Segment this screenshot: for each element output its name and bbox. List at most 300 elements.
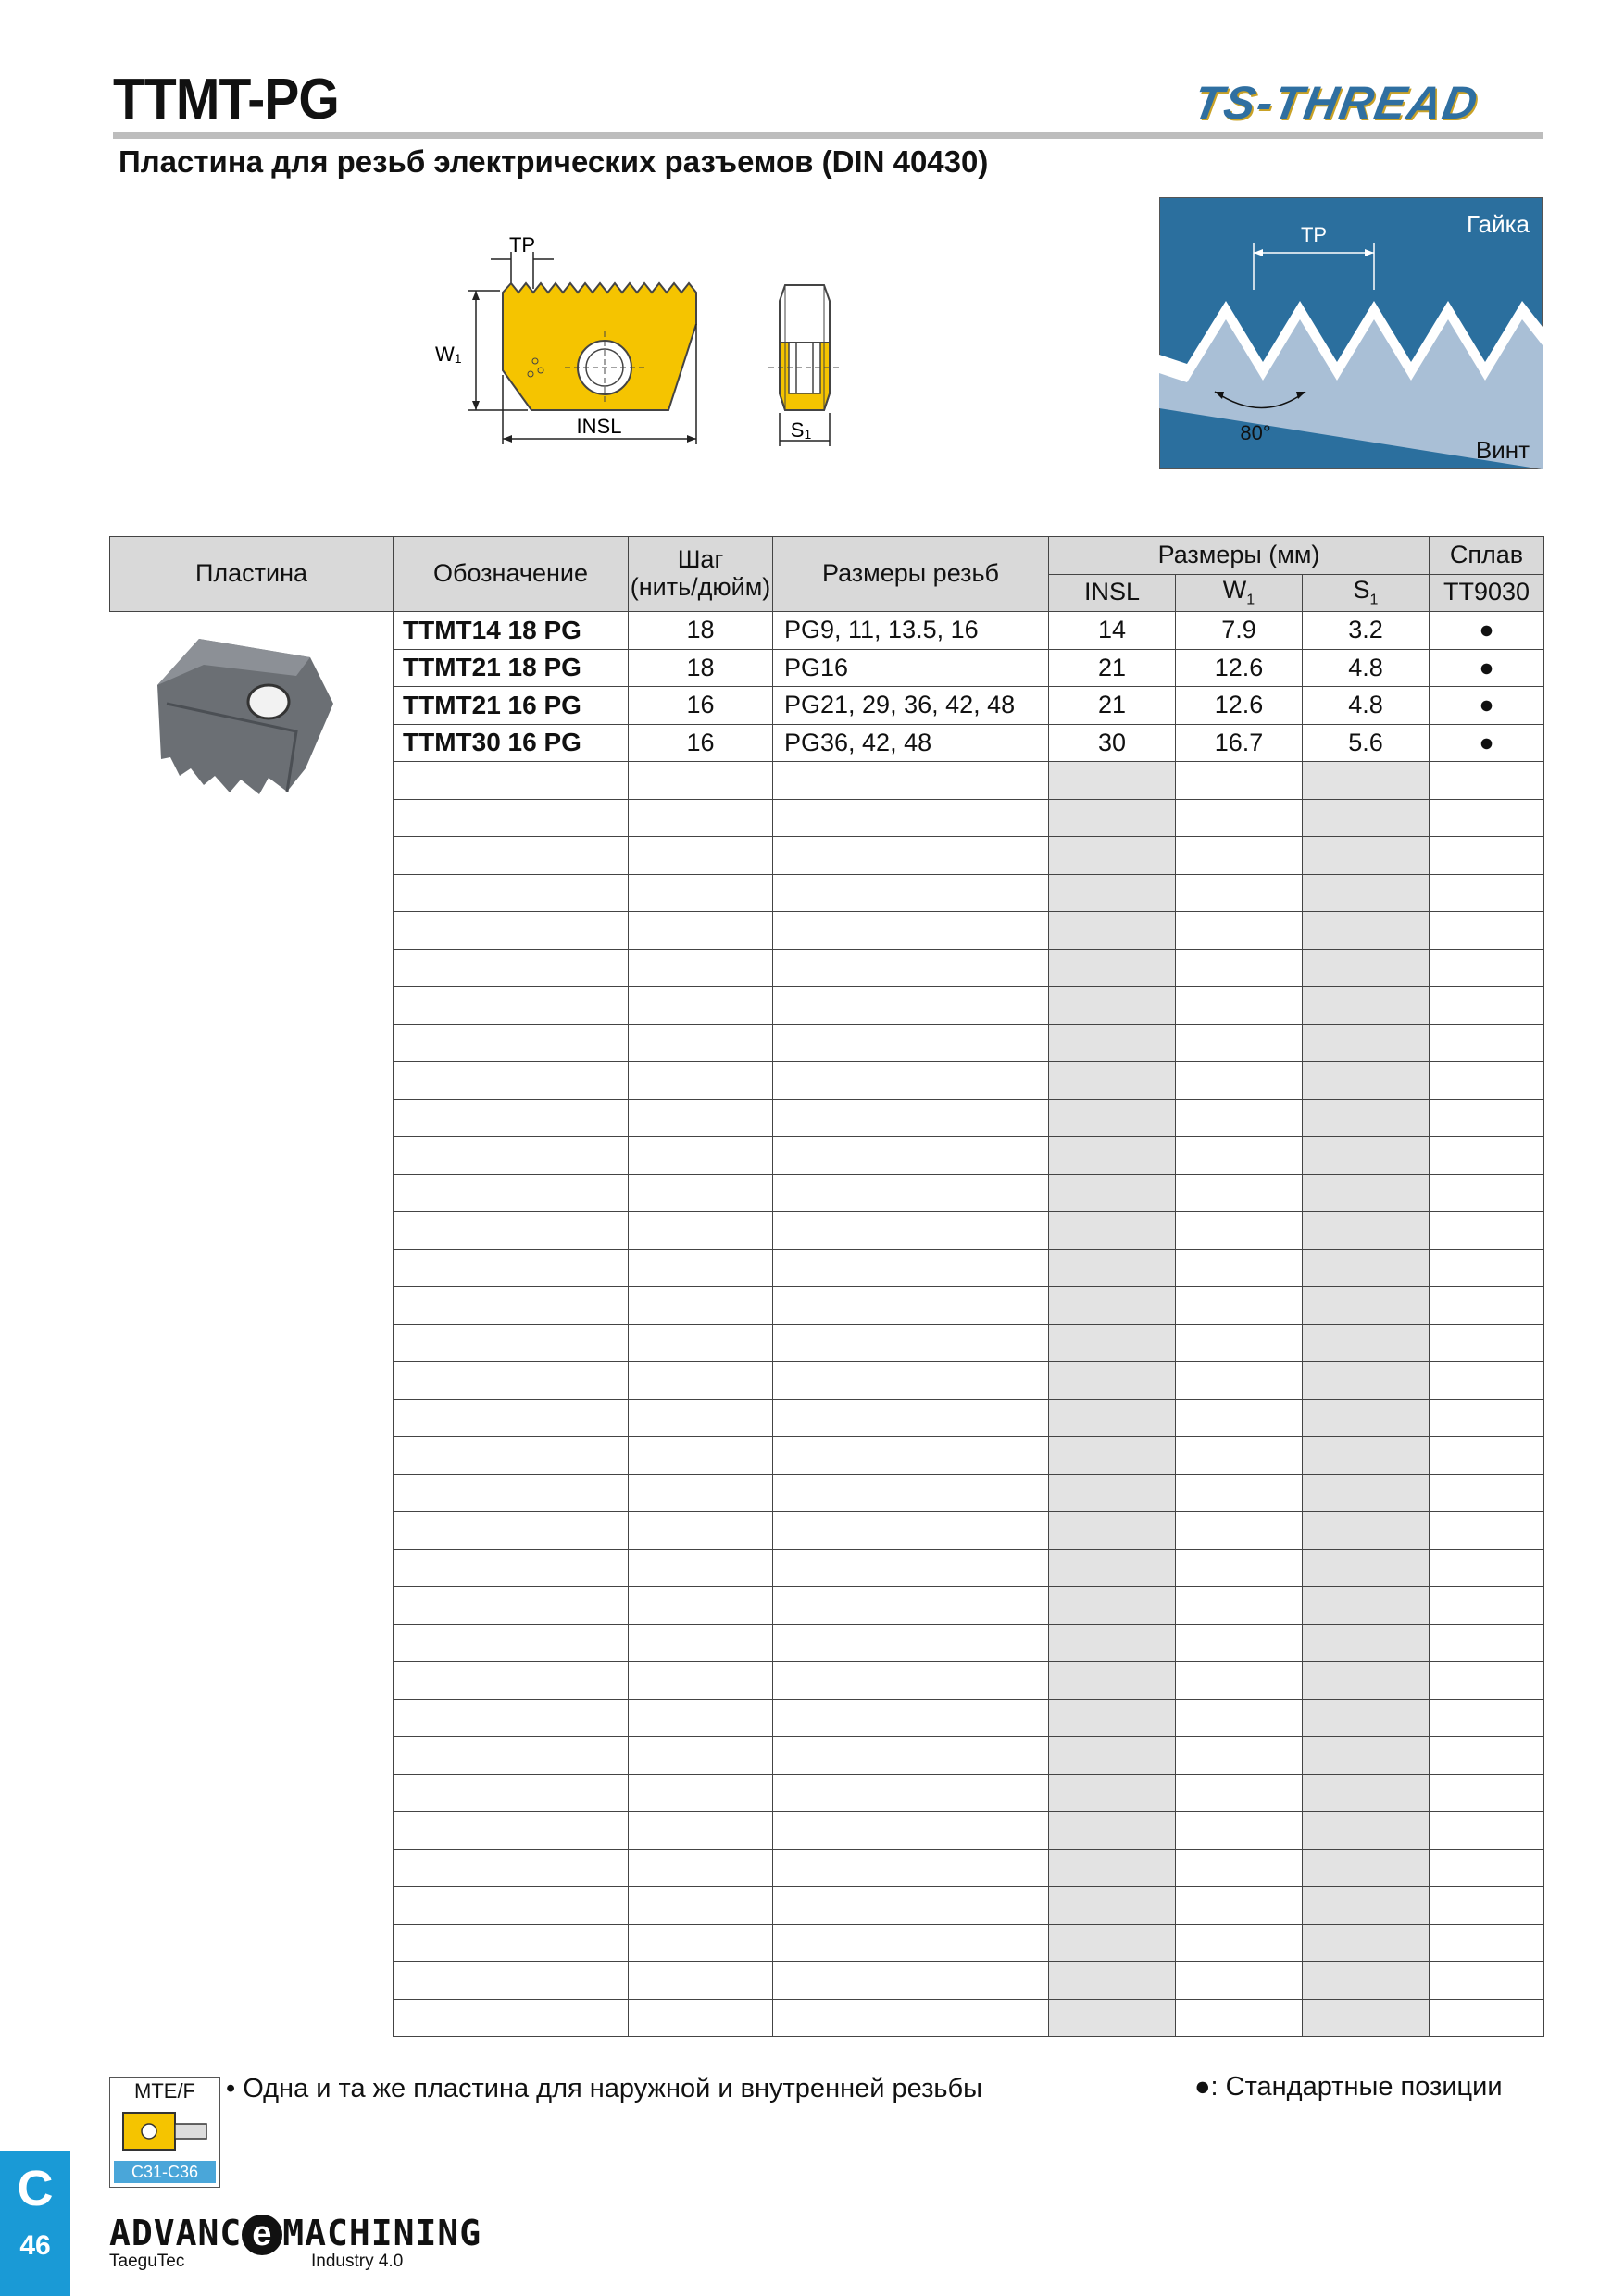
logo-company: TaeguTec (109, 2252, 185, 2271)
cell-std (1430, 1324, 1544, 1362)
cell-w1 (1176, 1099, 1303, 1137)
cell-insl (1049, 1849, 1176, 1887)
cell-std (1430, 799, 1544, 837)
cell-std (1430, 1474, 1544, 1512)
cell-pitch (629, 1849, 773, 1887)
cell-w1 (1176, 1624, 1303, 1662)
cell-s1 (1303, 1212, 1430, 1250)
cell-w1 (1176, 1549, 1303, 1587)
cell-std: ● (1430, 724, 1544, 762)
svg-text:S1 (791, 418, 812, 442)
cell-pitch (629, 1812, 773, 1850)
cell-w1 (1176, 1774, 1303, 1812)
cell-code (394, 1512, 629, 1550)
cell-pitch (629, 1737, 773, 1775)
cell-w1 (1176, 874, 1303, 912)
cell-s1 (1303, 1437, 1430, 1475)
cell-pitch (629, 1624, 773, 1662)
cell-code (394, 949, 629, 987)
cell-pitch (629, 1287, 773, 1325)
cell-std (1430, 949, 1544, 987)
cell-s1 (1303, 1099, 1430, 1137)
cell-s1 (1303, 1924, 1430, 1962)
cell-threads (773, 1812, 1049, 1850)
cell-pitch (629, 1324, 773, 1362)
cell-insl: 21 (1049, 687, 1176, 725)
cell-threads (773, 1662, 1049, 1700)
cell-insl (1049, 874, 1176, 912)
cell-code (394, 762, 629, 800)
cell-std: ● (1430, 687, 1544, 725)
cell-std (1430, 1249, 1544, 1287)
cell-pitch (629, 1699, 773, 1737)
cell-pitch (629, 799, 773, 837)
cell-pitch: 16 (629, 724, 773, 762)
cell-threads (773, 1699, 1049, 1737)
cell-threads (773, 987, 1049, 1025)
cell-std (1430, 1962, 1544, 2000)
cell-std (1430, 912, 1544, 950)
footer-logo (109, 2213, 481, 2255)
header-designation: Обозначение (394, 537, 629, 612)
cell-pitch (629, 1062, 773, 1100)
cell-s1 (1303, 1662, 1430, 1700)
legend-standard: ●: Стандартные позиции (1194, 2072, 1503, 2102)
cell-s1 (1303, 1812, 1430, 1850)
cell-s1 (1303, 1999, 1430, 2037)
tp-label: TP (508, 233, 536, 256)
cell-code (394, 1887, 629, 1925)
usage-note: • Одна и та же пластина для наружной и внутренней резьбы (226, 2074, 982, 2103)
cell-code (394, 1999, 629, 2037)
header-pitch-line2: (нить/дюйм) (630, 573, 771, 601)
cell-threads (773, 1962, 1049, 2000)
cell-w1 (1176, 1587, 1303, 1625)
cell-pitch (629, 1437, 773, 1475)
cell-pitch (629, 987, 773, 1025)
cell-s1 (1303, 1512, 1430, 1550)
cell-w1 (1176, 1737, 1303, 1775)
cell-pitch: 18 (629, 649, 773, 687)
cell-w1 (1176, 1699, 1303, 1737)
cell-s1 (1303, 1699, 1430, 1737)
cell-w1 (1176, 1849, 1303, 1887)
cell-code (394, 1137, 629, 1175)
page-title: TTMT-PG (113, 68, 339, 131)
cell-std (1430, 1624, 1544, 1662)
cell-w1 (1176, 762, 1303, 800)
cell-std (1430, 1924, 1544, 1962)
cell-pitch (629, 1549, 773, 1587)
cell-threads (773, 1399, 1049, 1437)
cell-pitch (629, 1474, 773, 1512)
cell-s1: 3.2 (1303, 612, 1430, 650)
cell-s1 (1303, 1324, 1430, 1362)
cell-s1 (1303, 1024, 1430, 1062)
cell-code: TTMT14 18 PG (394, 612, 629, 650)
cell-std (1430, 1887, 1544, 1925)
cell-pitch (629, 1399, 773, 1437)
cell-pitch (629, 762, 773, 800)
cell-threads (773, 1774, 1049, 1812)
mte-label: MTE/F (134, 2079, 195, 2103)
cell-w1 (1176, 1062, 1303, 1100)
cell-w1 (1176, 1887, 1303, 1925)
logo-tagline: Industry 4.0 (311, 2252, 404, 2271)
angle-label: 80° (1240, 421, 1271, 444)
cell-w1 (1176, 1399, 1303, 1437)
subheader-s1-sub: 1 (1369, 592, 1379, 608)
cell-threads (773, 1437, 1049, 1475)
cell-code (394, 1624, 629, 1662)
cell-pitch (629, 1774, 773, 1812)
cell-w1: 12.6 (1176, 687, 1303, 725)
cell-s1 (1303, 912, 1430, 950)
cell-pitch (629, 1024, 773, 1062)
cell-w1 (1176, 1024, 1303, 1062)
cell-std (1430, 1174, 1544, 1212)
cell-insl (1049, 837, 1176, 875)
cell-threads (773, 1324, 1049, 1362)
cell-threads (773, 874, 1049, 912)
cell-threads (773, 1549, 1049, 1587)
cell-code (394, 1962, 629, 2000)
header-insert: Пластина (110, 537, 394, 612)
cell-s1 (1303, 1137, 1430, 1175)
mte-page-ref[interactable]: C31-C36 (114, 2161, 216, 2183)
cell-insl (1049, 1362, 1176, 1400)
cell-threads: PG16 (773, 649, 1049, 687)
cell-w1 (1176, 1287, 1303, 1325)
cell-pitch (629, 1887, 773, 1925)
cell-pitch: 18 (629, 612, 773, 650)
cell-insl (1049, 1437, 1176, 1475)
cell-w1 (1176, 987, 1303, 1025)
cell-insl (1049, 1174, 1176, 1212)
cell-threads (773, 837, 1049, 875)
cell-std (1430, 1362, 1544, 1400)
cell-insl (1049, 1137, 1176, 1175)
cell-insl (1049, 1024, 1176, 1062)
cell-code (394, 1437, 629, 1475)
cell-insl: 30 (1049, 724, 1176, 762)
cell-s1 (1303, 1962, 1430, 2000)
cell-s1 (1303, 1587, 1430, 1625)
cell-code (394, 1549, 629, 1587)
cell-code (394, 799, 629, 837)
cell-code (394, 1662, 629, 1700)
cell-pitch (629, 1962, 773, 2000)
cell-pitch (629, 1099, 773, 1137)
cell-insl (1049, 949, 1176, 987)
cell-insl (1049, 799, 1176, 837)
cell-threads (773, 1887, 1049, 1925)
cell-w1 (1176, 1474, 1303, 1512)
cell-std (1430, 1137, 1544, 1175)
cell-s1 (1303, 1624, 1430, 1662)
cell-insl (1049, 1887, 1176, 1925)
cell-std (1430, 1774, 1544, 1812)
insl-label: INSL (576, 415, 622, 438)
cell-threads (773, 949, 1049, 987)
cell-std (1430, 1287, 1544, 1325)
cell-s1 (1303, 1174, 1430, 1212)
cell-s1 (1303, 1249, 1430, 1287)
cell-w1 (1176, 912, 1303, 950)
cell-w1: 16.7 (1176, 724, 1303, 762)
cell-threads (773, 1249, 1049, 1287)
insert-photo (148, 630, 352, 805)
cell-insl (1049, 1624, 1176, 1662)
cell-std (1430, 1737, 1544, 1775)
cell-s1 (1303, 1474, 1430, 1512)
subheader-w1-sub: 1 (1246, 592, 1255, 608)
cell-insl (1049, 912, 1176, 950)
cell-code (394, 1249, 629, 1287)
cell-threads (773, 1999, 1049, 2037)
cell-pitch (629, 1137, 773, 1175)
cell-pitch (629, 1362, 773, 1400)
cell-w1 (1176, 1324, 1303, 1362)
cell-threads (773, 1287, 1049, 1325)
cell-code (394, 1587, 629, 1625)
cell-std: ● (1430, 612, 1544, 650)
cell-s1 (1303, 949, 1430, 987)
w1-subscript: 1 (454, 351, 462, 366)
cell-s1 (1303, 1887, 1430, 1925)
cell-threads (773, 1099, 1049, 1137)
header-pitch-line1: Шаг (677, 545, 724, 574)
subheader-insl: INSL (1049, 574, 1176, 612)
cell-code (394, 1737, 629, 1775)
cell-w1 (1176, 949, 1303, 987)
subheader-s1 (1303, 574, 1430, 612)
cell-code (394, 1812, 629, 1850)
cell-threads (773, 1174, 1049, 1212)
cell-code: TTMT21 18 PG (394, 649, 629, 687)
cell-s1 (1303, 762, 1430, 800)
cell-s1 (1303, 874, 1430, 912)
subheader-s1-text: S (1353, 576, 1370, 605)
page-subtitle: Пластина для резьб электрических разъемов (DIN 40430) (119, 144, 989, 179)
cell-threads (773, 912, 1049, 950)
cell-std (1430, 1849, 1544, 1887)
cell-threads (773, 799, 1049, 837)
cell-code (394, 1849, 629, 1887)
cell-insl (1049, 762, 1176, 800)
cell-std (1430, 1812, 1544, 1850)
cell-s1 (1303, 1062, 1430, 1100)
table-body (110, 612, 1544, 2037)
insert-photo-cell (110, 612, 394, 2037)
cell-code (394, 1924, 629, 1962)
cell-insl (1049, 1249, 1176, 1287)
cell-threads (773, 1512, 1049, 1550)
cell-threads (773, 1062, 1049, 1100)
cell-threads (773, 1362, 1049, 1400)
cell-insl (1049, 1399, 1176, 1437)
cell-w1 (1176, 1212, 1303, 1250)
subheader-grade: TT9030 (1430, 574, 1544, 612)
cell-w1 (1176, 1137, 1303, 1175)
cell-std (1430, 1662, 1544, 1700)
subheader-w1 (1176, 574, 1303, 612)
cell-pitch (629, 1212, 773, 1250)
cell-std (1430, 874, 1544, 912)
screw-label: Винт (1475, 436, 1530, 464)
header-alloy: Сплав (1430, 537, 1544, 575)
cell-threads (773, 1024, 1049, 1062)
nut-label: Гайка (1466, 210, 1530, 238)
cell-pitch: 16 (629, 687, 773, 725)
cell-insl (1049, 1662, 1176, 1700)
cell-w1: 7.9 (1176, 612, 1303, 650)
cell-w1: 12.6 (1176, 649, 1303, 687)
cell-insl (1049, 1549, 1176, 1587)
holder-icon (119, 2105, 210, 2157)
cell-code (394, 1174, 629, 1212)
logo-right: MACHINING (282, 2213, 482, 2253)
cell-code (394, 1099, 629, 1137)
header-pitch (629, 537, 773, 612)
cell-w1 (1176, 1962, 1303, 2000)
cell-insl (1049, 987, 1176, 1025)
cell-s1 (1303, 1549, 1430, 1587)
cell-s1 (1303, 1362, 1430, 1400)
cell-insl (1049, 1062, 1176, 1100)
cell-std (1430, 762, 1544, 800)
cell-threads (773, 1624, 1049, 1662)
cell-code (394, 1362, 629, 1400)
cell-std (1430, 1437, 1544, 1475)
cell-s1: 5.6 (1303, 724, 1430, 762)
cell-pitch (629, 1587, 773, 1625)
cell-s1 (1303, 1399, 1430, 1437)
cell-w1 (1176, 837, 1303, 875)
cell-code (394, 1287, 629, 1325)
cell-w1 (1176, 1999, 1303, 2037)
logo-left: ADVANC (109, 2213, 243, 2253)
cell-std (1430, 1999, 1544, 2037)
thread-pitch-label: TP (1300, 223, 1328, 246)
cell-threads (773, 1849, 1049, 1887)
cell-std (1430, 1024, 1544, 1062)
cell-s1 (1303, 1287, 1430, 1325)
cell-code (394, 874, 629, 912)
cell-std (1430, 1549, 1544, 1587)
cell-threads (773, 1474, 1049, 1512)
cell-code (394, 1062, 629, 1100)
cell-threads (773, 1137, 1049, 1175)
cell-threads (773, 1737, 1049, 1775)
insert-drawing (426, 231, 852, 463)
cell-insl (1049, 1774, 1176, 1812)
cell-std (1430, 987, 1544, 1025)
cell-s1: 4.8 (1303, 649, 1430, 687)
thread-profile-panel (1159, 197, 1543, 469)
cell-insl: 21 (1049, 649, 1176, 687)
cell-std (1430, 1512, 1544, 1550)
cell-s1 (1303, 799, 1430, 837)
cell-w1 (1176, 1174, 1303, 1212)
cell-threads: PG36, 42, 48 (773, 724, 1049, 762)
cell-s1 (1303, 837, 1430, 875)
cell-pitch (629, 1924, 773, 1962)
cell-code (394, 1399, 629, 1437)
cell-insl (1049, 1287, 1176, 1325)
cell-insl (1049, 1587, 1176, 1625)
section-letter: C (17, 2161, 54, 2216)
s1-subscript: 1 (804, 427, 812, 442)
cell-code (394, 1212, 629, 1250)
cell-w1 (1176, 1362, 1303, 1400)
cell-insl (1049, 1999, 1176, 2037)
cell-code (394, 987, 629, 1025)
cell-std (1430, 1062, 1544, 1100)
cell-code (394, 837, 629, 875)
cell-pitch (629, 1174, 773, 1212)
cell-threads (773, 762, 1049, 800)
cell-threads: PG9, 11, 13.5, 16 (773, 612, 1049, 650)
cell-std: ● (1430, 649, 1544, 687)
cell-code (394, 912, 629, 950)
cell-pitch (629, 1662, 773, 1700)
cell-w1 (1176, 1812, 1303, 1850)
cell-insl (1049, 1812, 1176, 1850)
cell-w1 (1176, 1437, 1303, 1475)
cell-std (1430, 1212, 1544, 1250)
cell-code (394, 1774, 629, 1812)
cell-pitch (629, 1512, 773, 1550)
cell-w1 (1176, 1924, 1303, 1962)
cell-threads: PG21, 29, 36, 42, 48 (773, 687, 1049, 725)
cell-w1 (1176, 799, 1303, 837)
header-threads: Размеры резьб (773, 537, 1049, 612)
title-divider (113, 132, 1543, 139)
cell-threads (773, 1924, 1049, 1962)
cell-code (394, 1024, 629, 1062)
cell-std (1430, 1099, 1544, 1137)
cell-pitch (629, 912, 773, 950)
cell-insl (1049, 1699, 1176, 1737)
subheader-w1-text: W (1222, 576, 1247, 605)
cell-insl (1049, 1212, 1176, 1250)
cell-insl (1049, 1962, 1176, 2000)
cell-code (394, 1699, 629, 1737)
cell-threads (773, 1587, 1049, 1625)
s1-label: S (790, 418, 805, 442)
cell-insl: 14 (1049, 612, 1176, 650)
cell-pitch (629, 1249, 773, 1287)
logo-e: e (242, 2215, 282, 2255)
header-dimensions: Размеры (мм) (1049, 537, 1430, 575)
mte-reference-box (109, 2077, 220, 2188)
cell-insl (1049, 1324, 1176, 1362)
cell-s1 (1303, 1737, 1430, 1775)
cell-w1 (1176, 1249, 1303, 1287)
cell-std (1430, 837, 1544, 875)
cell-pitch (629, 1999, 773, 2037)
cell-insl (1049, 1924, 1176, 1962)
cell-code: TTMT30 16 PG (394, 724, 629, 762)
cell-w1 (1176, 1662, 1303, 1700)
cell-w1 (1176, 1512, 1303, 1550)
cell-insl (1049, 1474, 1176, 1512)
cell-pitch (629, 949, 773, 987)
cell-code (394, 1324, 629, 1362)
page-number: 46 (19, 2230, 51, 2261)
cell-s1 (1303, 1849, 1430, 1887)
